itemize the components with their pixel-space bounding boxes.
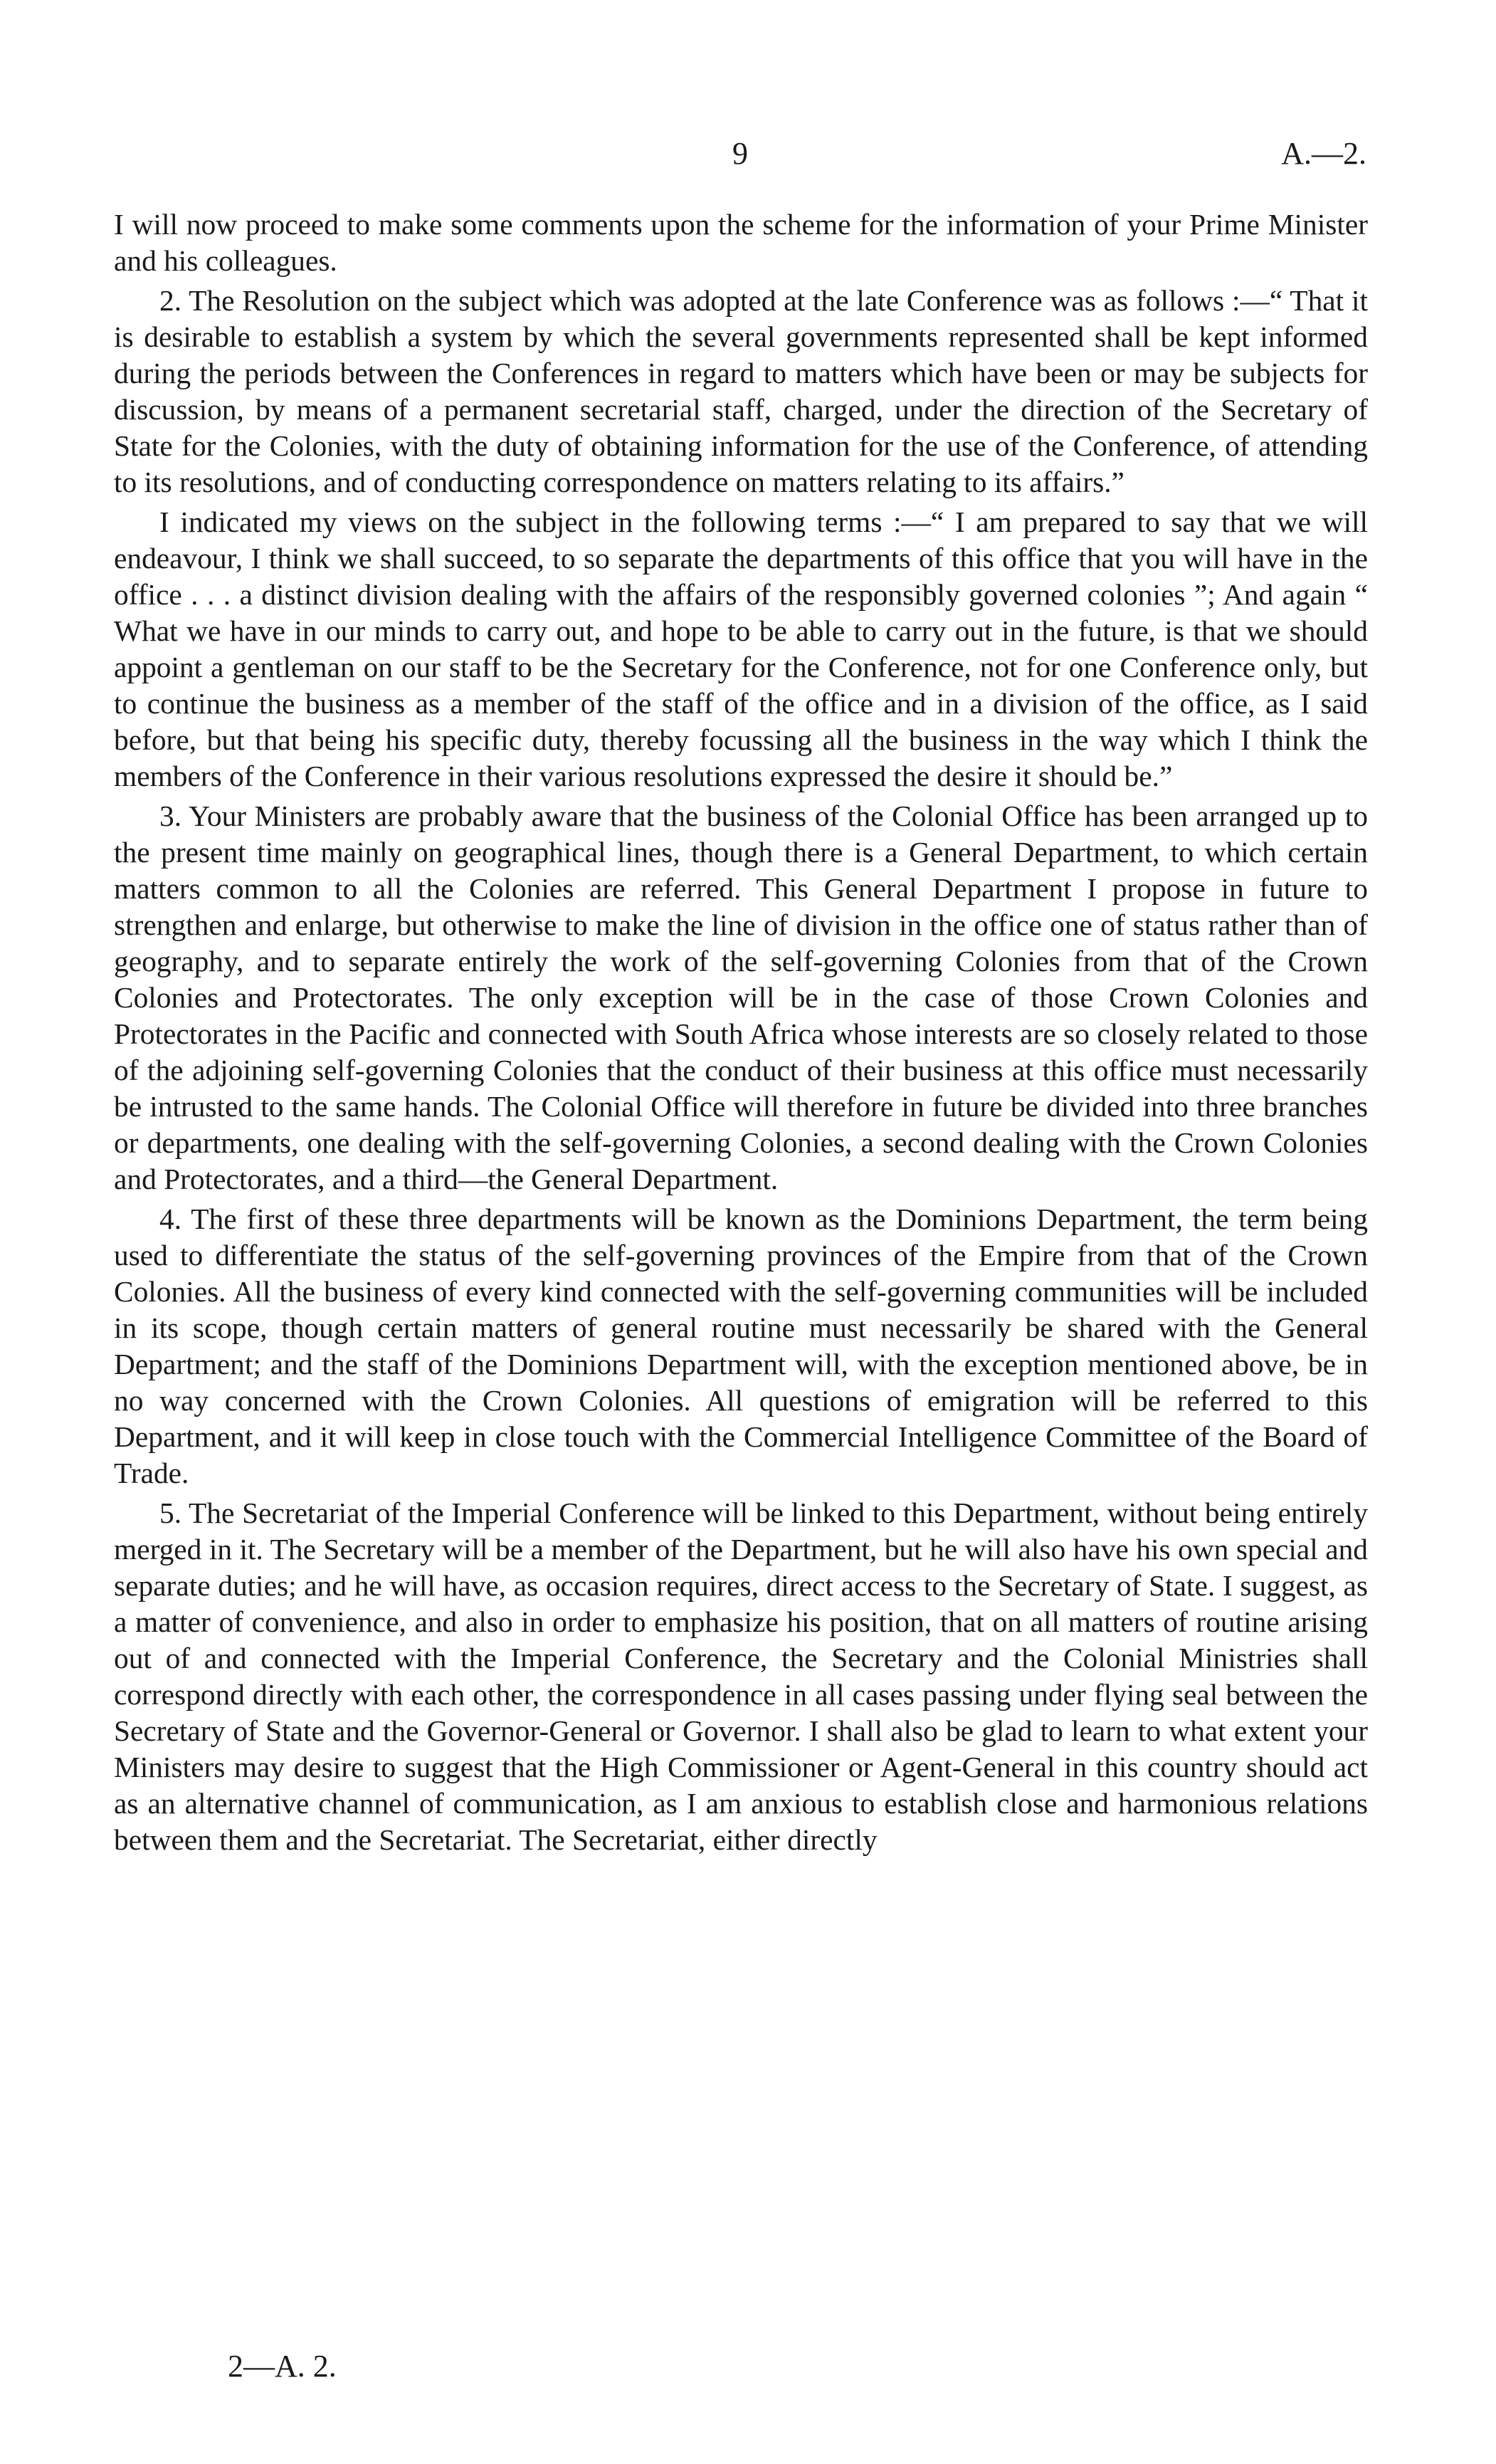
- series-reference: A.—2.: [1281, 136, 1366, 171]
- paragraph-5: 5. The Secretariat of the Imperial Conference will be linked to this Department, without being entirely merged in it. The Secretary will be a member of the Department, but he will also have his own special and separate duties; and he will have, as occasion requires, direct access to the Secretary of State. I suggest, as a matter of convenience, and also in order to emphasize his position, that on all matters of routine arising out of and connected with the Imperial Conference, the Secretary and the Colonial Ministries shall correspond directly with each other, the correspondence in all cases passing under flying seal between the Secretary of State and the Governor-General or Governor. I shall also be glad to learn to what extent your Ministers may desire to suggest that the High Commissioner or Agent-General in this country should act as an alternative channel of communication, as I am anxious to establish close and harmonious relations between them and the Secretariat. The Secretariat, either directly: [114, 1496, 1368, 1856]
- signature-mark: 2—A. 2.: [228, 2349, 337, 2384]
- paragraph-intro: I will now proceed to make some comments upon the scheme for the information of your Prime Minister and his colleagues.: [114, 208, 1368, 277]
- page-header: [114, 135, 1366, 178]
- paragraph-views: I indicated my views on the subject in the following terms :—“ I am prepared to say that we will endeavour, I think we shall succeed, to so separate the departments of this office that you will have in the office . . . a distinct division dealing with the affairs of the responsibly governed colonies ”; And again “ What we have in our minds to carry out, and hope to be able to carry out in the future, is that we should appoint a gentleman on our staff to be the Secretary for the Conference, not for one Conference only, but to continue the business as a member of the staff of the office and in a division of the office, as I said before, but that being his specific duty, thereby focussing all the business in the way which I think the members of the Conference in their various resolutions expressed the desire it should be.”: [114, 505, 1368, 792]
- paragraph-3: 3. Your Ministers are probably aware that the business of the Colonial Office has been arranged up to the present time mainly on geographical lines, though there is a General Department, to which certain matters common to all the Colonies are referred. This General Department I propose in future to strengthen and enlarge, but otherwise to make the line of division in the office one of status rather than of geography, and to separate entirely the work of the self-governing Colonies from that of the Crown Colonies and Protectorates. The only exception will be in the case of those Crown Colonies and Protectorates in the Pacific and connected with South Africa whose interests are so closely related to those of the adjoining self-governing Colonies that the conduct of their business at this office must necessarily be intrusted to the same hands. The Colonial Office will therefore in future be divided into three branches or departments, one dealing with the self-governing Colonies, a second dealing with the Crown Colonies and Protectorates, and a third—the General Department.: [114, 800, 1368, 1195]
- page-number: 9: [732, 136, 748, 171]
- paragraph-4: 4. The first of these three departments will be known as the Dominions Department, the term being used to differentiate the status of the self-governing provinces of the Empire from that of the Crown Colonies. All the business of every kind connected with the self-governing communities will be included in its scope, though certain matters of general routine must necessarily be shared with the General Department; and the staff of the Dominions Department will, with the exception mentioned above, be in no way concerned with the Crown Colonies. All questions of emigration will be referred to this Department, and it will keep in close touch with the Commercial Intelligence Committee of the Board of Trade.: [114, 1202, 1368, 1489]
- paragraph-2: 2. The Resolution on the subject which was adopted at the late Conference was as follows :—“ That it is desirable to establish a system by which the several governments represented shall be kept informed during the periods between the Conferences in regard to matters which have been or may be subjects for discussion, by means of a permanent secretarial staff, charged, under the direction of the Secretary of State for the Colonies, with the duty of obtaining information for the use of the Conference, of attending to its resolutions, and of conducting correspondence on matters relating to its affairs.”: [114, 284, 1368, 498]
- body-text: [114, 206, 1368, 1862]
